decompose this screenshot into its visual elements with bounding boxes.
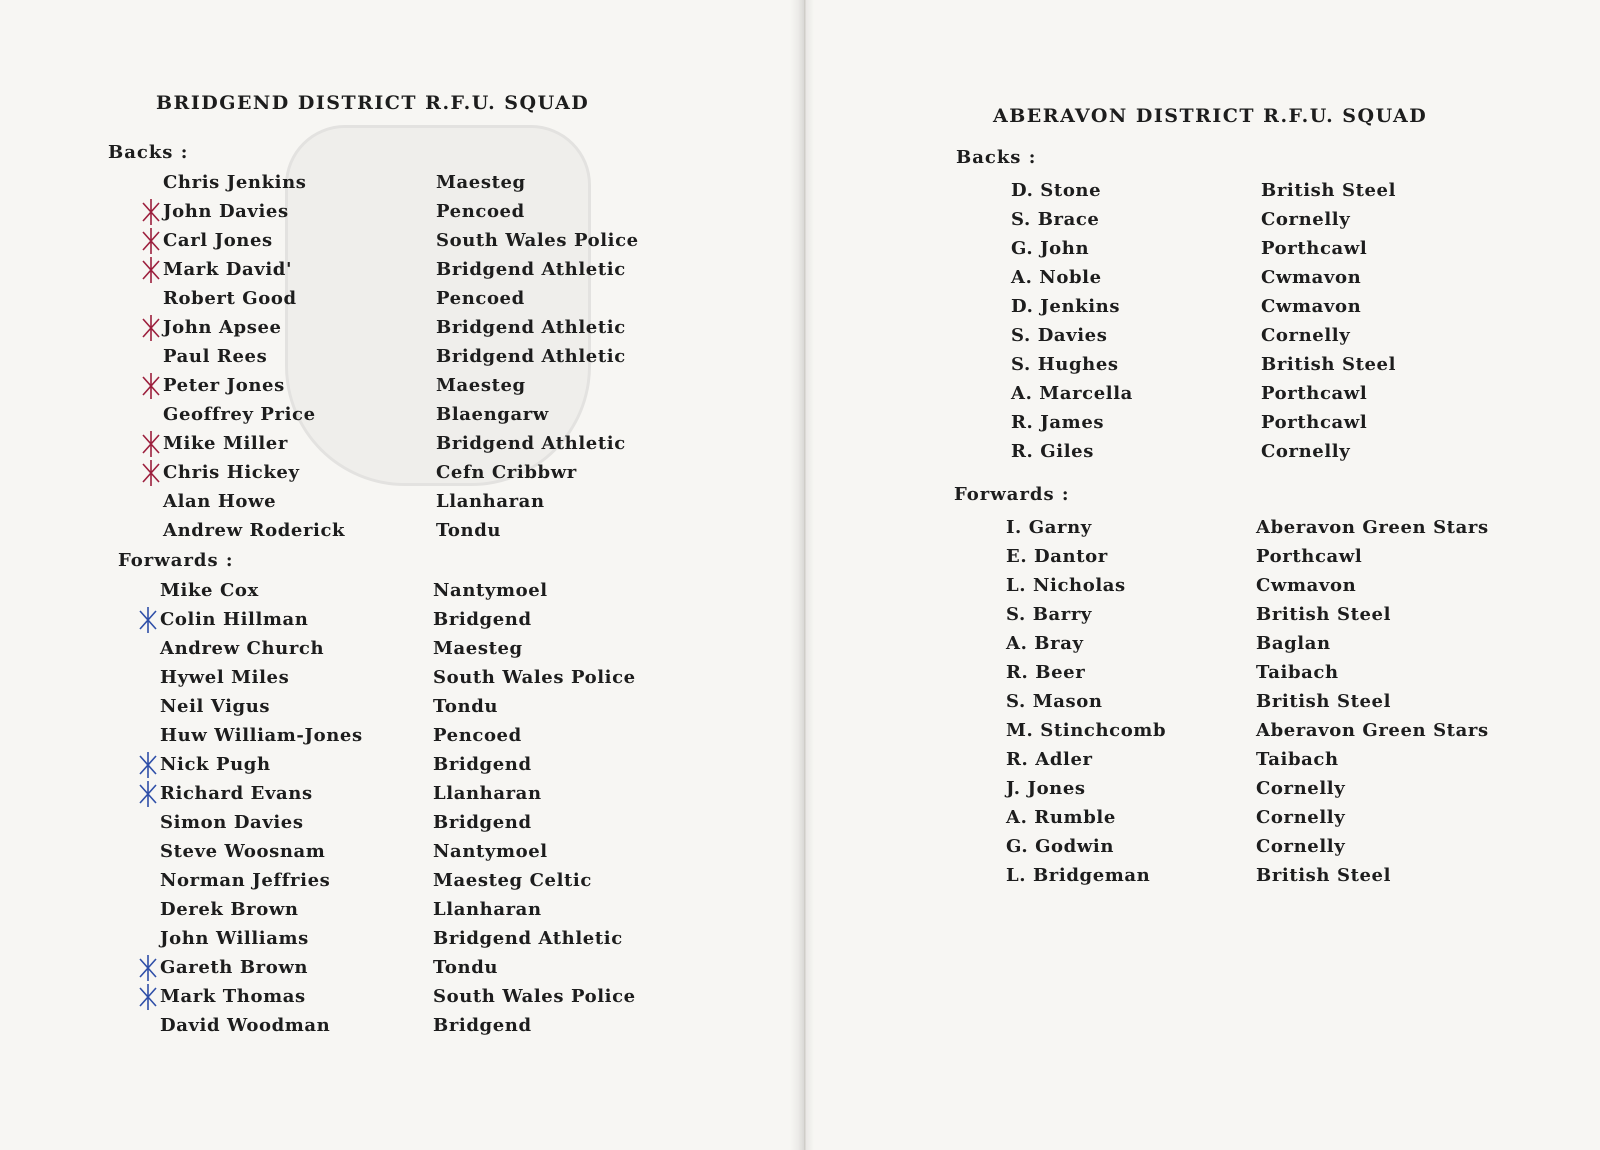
player-row (1011, 325, 1571, 354)
player-club: Bridgend Athletic (436, 259, 626, 280)
player-name: Neil Vigus (160, 696, 271, 717)
player-row (1006, 720, 1566, 749)
player-row (160, 696, 680, 725)
player-club: Bridgend Athletic (436, 346, 626, 367)
player-name: John Apsee (163, 317, 282, 338)
tick-mark-icon (139, 197, 163, 227)
player-row (163, 346, 683, 375)
player-name: R. James (1011, 412, 1105, 433)
player-row (160, 1015, 680, 1044)
player-row (160, 638, 680, 667)
right-backs-label: Backs : (956, 147, 1037, 168)
player-name: S. Mason (1006, 691, 1103, 712)
player-club: Bridgend (433, 1015, 532, 1036)
player-club: Bridgend (433, 812, 532, 833)
player-row (160, 667, 680, 696)
player-name: D. Jenkins (1011, 296, 1121, 317)
player-club: Cefn Cribbwr (436, 462, 577, 483)
player-row (160, 580, 680, 609)
player-name: Colin Hillman (160, 609, 309, 630)
player-club: South Wales Police (433, 986, 636, 1007)
tick-mark-icon (139, 429, 163, 459)
player-club: Nantymoel (433, 580, 548, 601)
player-row (160, 783, 680, 812)
player-club: Tondu (436, 520, 502, 541)
player-club: Taibach (1256, 749, 1339, 770)
player-club: Tondu (433, 696, 499, 717)
player-club: British Steel (1256, 691, 1392, 712)
player-club: Llanharan (433, 783, 542, 804)
right-forwards-label: Forwards : (954, 484, 1070, 505)
player-name: M. Stinchcomb (1006, 720, 1167, 741)
player-club: Baglan (1256, 633, 1331, 654)
player-row (1006, 691, 1566, 720)
player-row (160, 899, 680, 928)
right-page-title: ABERAVON DISTRICT R.F.U. SQUAD (993, 105, 1428, 127)
player-name: A. Rumble (1006, 807, 1116, 828)
right-backs-list (1011, 180, 1571, 470)
player-name: A. Bray (1006, 633, 1084, 654)
player-name: Andrew Church (160, 638, 325, 659)
player-name: S. Brace (1011, 209, 1100, 230)
player-name: John Williams (160, 928, 309, 949)
player-row (1006, 546, 1566, 575)
tick-mark-icon (136, 779, 160, 809)
player-row (1011, 267, 1571, 296)
player-club: Cornelly (1261, 441, 1351, 462)
player-name: S. Barry (1006, 604, 1092, 625)
player-row (1006, 749, 1566, 778)
player-row (163, 462, 683, 491)
player-name: Nick Pugh (160, 754, 271, 775)
player-club: Aberavon Green Stars (1256, 720, 1489, 741)
player-row (1011, 296, 1571, 325)
player-name: R. Adler (1006, 749, 1093, 770)
tick-mark-icon (136, 750, 160, 780)
player-club: Porthcawl (1261, 383, 1368, 404)
player-name: Alan Howe (163, 491, 277, 512)
left-page-title: BRIDGEND DISTRICT R.F.U. SQUAD (156, 92, 590, 114)
player-row (163, 230, 683, 259)
player-club: British Steel (1256, 865, 1392, 886)
player-club: Bridgend (433, 754, 532, 775)
player-row (163, 433, 683, 462)
player-club: Maesteg (436, 172, 526, 193)
player-club: Bridgend Athletic (436, 317, 626, 338)
player-name: Paul Rees (163, 346, 268, 367)
player-row (163, 172, 683, 201)
player-club: Cornelly (1261, 209, 1351, 230)
player-row (160, 754, 680, 783)
player-row (163, 317, 683, 346)
player-row (1011, 209, 1571, 238)
player-name: D. Stone (1011, 180, 1102, 201)
player-name: Mark David' (163, 259, 293, 280)
tick-mark-icon (139, 226, 163, 256)
player-name: L. Bridgeman (1006, 865, 1151, 886)
player-name: E. Dantor (1006, 546, 1108, 567)
tick-mark-icon (136, 605, 160, 635)
left-backs-label: Backs : (108, 142, 189, 163)
player-name: Peter Jones (163, 375, 285, 396)
right-forwards-list (1006, 517, 1566, 894)
player-club: Cornelly (1261, 325, 1351, 346)
player-name: Hywel Miles (160, 667, 290, 688)
player-row (1011, 412, 1571, 441)
player-row (160, 870, 680, 899)
player-club: Nantymoel (433, 841, 548, 862)
player-name: Chris Hickey (163, 462, 300, 483)
player-name: Norman Jeffries (160, 870, 331, 891)
player-row (1006, 604, 1566, 633)
tick-mark-icon (136, 982, 160, 1012)
player-name: John Davies (163, 201, 289, 222)
player-club: Llanharan (433, 899, 542, 920)
player-row (1006, 778, 1566, 807)
player-row (160, 841, 680, 870)
player-row (1011, 441, 1571, 470)
player-row (1011, 383, 1571, 412)
player-club: Maesteg (436, 375, 526, 396)
player-name: Robert Good (163, 288, 297, 309)
player-club: British Steel (1256, 604, 1392, 625)
player-name: R. Beer (1006, 662, 1086, 683)
player-club: Taibach (1256, 662, 1339, 683)
player-name: David Woodman (160, 1015, 331, 1036)
player-name: J. Jones (1006, 778, 1086, 799)
player-club: Bridgend Athletic (436, 433, 626, 454)
player-row (163, 491, 683, 520)
player-club: Cornelly (1256, 807, 1346, 828)
player-row (163, 404, 683, 433)
player-club: Porthcawl (1261, 238, 1368, 259)
left-forwards-list (160, 580, 680, 1044)
player-name: Gareth Brown (160, 957, 309, 978)
player-row (160, 928, 680, 957)
player-club: Cornelly (1256, 836, 1346, 857)
player-row (1006, 807, 1566, 836)
player-club: Maesteg Celtic (433, 870, 592, 891)
player-name: Mike Cox (160, 580, 259, 601)
player-row (1006, 836, 1566, 865)
tick-mark-icon (139, 255, 163, 285)
player-club: Tondu (433, 957, 499, 978)
player-name: S. Hughes (1011, 354, 1119, 375)
player-name: Steve Woosnam (160, 841, 326, 862)
player-name: G. John (1011, 238, 1090, 259)
player-name: L. Nicholas (1006, 575, 1126, 596)
player-row (1006, 662, 1566, 691)
player-row (1011, 238, 1571, 267)
right-page (806, 0, 1600, 1150)
player-club: Llanharan (436, 491, 545, 512)
centre-fold (798, 0, 814, 1150)
player-name: Andrew Roderick (163, 520, 346, 541)
player-row (160, 957, 680, 986)
player-club: Cwmavon (1256, 575, 1357, 596)
player-row (163, 375, 683, 404)
tick-mark-icon (139, 458, 163, 488)
player-name: Geoffrey Price (163, 404, 316, 425)
player-club: South Wales Police (433, 667, 636, 688)
player-row (1011, 354, 1571, 383)
player-name: Huw William-Jones (160, 725, 363, 746)
player-row (1011, 180, 1571, 209)
player-name: Richard Evans (160, 783, 313, 804)
tick-mark-icon (139, 313, 163, 343)
player-name: G. Godwin (1006, 836, 1115, 857)
player-row (163, 259, 683, 288)
player-name: Carl Jones (163, 230, 273, 251)
player-row (163, 201, 683, 230)
player-name: I. Garny (1006, 517, 1092, 538)
player-club: Blaengarw (436, 404, 549, 425)
player-club: British Steel (1261, 180, 1397, 201)
player-name: Mike Miller (163, 433, 288, 454)
player-row (1006, 633, 1566, 662)
player-row (160, 725, 680, 754)
player-name: Derek Brown (160, 899, 299, 920)
player-name: S. Davies (1011, 325, 1108, 346)
player-row (163, 288, 683, 317)
tick-mark-icon (136, 953, 160, 983)
player-name: Mark Thomas (160, 986, 306, 1007)
player-row (163, 520, 683, 549)
player-name: Simon Davies (160, 812, 304, 833)
player-name: Chris Jenkins (163, 172, 307, 193)
player-row (1006, 865, 1566, 894)
player-row (1006, 517, 1566, 546)
player-club: Porthcawl (1256, 546, 1363, 567)
player-club: Bridgend Athletic (433, 928, 623, 949)
player-club: Pencoed (436, 288, 525, 309)
player-club: Bridgend (433, 609, 532, 630)
player-name: A. Marcella (1011, 383, 1133, 404)
player-club: Cwmavon (1261, 267, 1362, 288)
player-club: Porthcawl (1261, 412, 1368, 433)
tick-mark-icon (139, 371, 163, 401)
player-club: British Steel (1261, 354, 1397, 375)
player-name: A. Noble (1011, 267, 1102, 288)
player-row (160, 609, 680, 638)
player-row (160, 812, 680, 841)
left-backs-list (163, 172, 683, 549)
player-club: Maesteg (433, 638, 523, 659)
player-club: Cornelly (1256, 778, 1346, 799)
player-club: Pencoed (433, 725, 522, 746)
player-name: R. Giles (1011, 441, 1094, 462)
player-club: Pencoed (436, 201, 525, 222)
player-club: Cwmavon (1261, 296, 1362, 317)
player-row (160, 986, 680, 1015)
player-club: Aberavon Green Stars (1256, 517, 1489, 538)
left-forwards-label: Forwards : (118, 550, 234, 571)
player-club: South Wales Police (436, 230, 639, 251)
player-row (1006, 575, 1566, 604)
